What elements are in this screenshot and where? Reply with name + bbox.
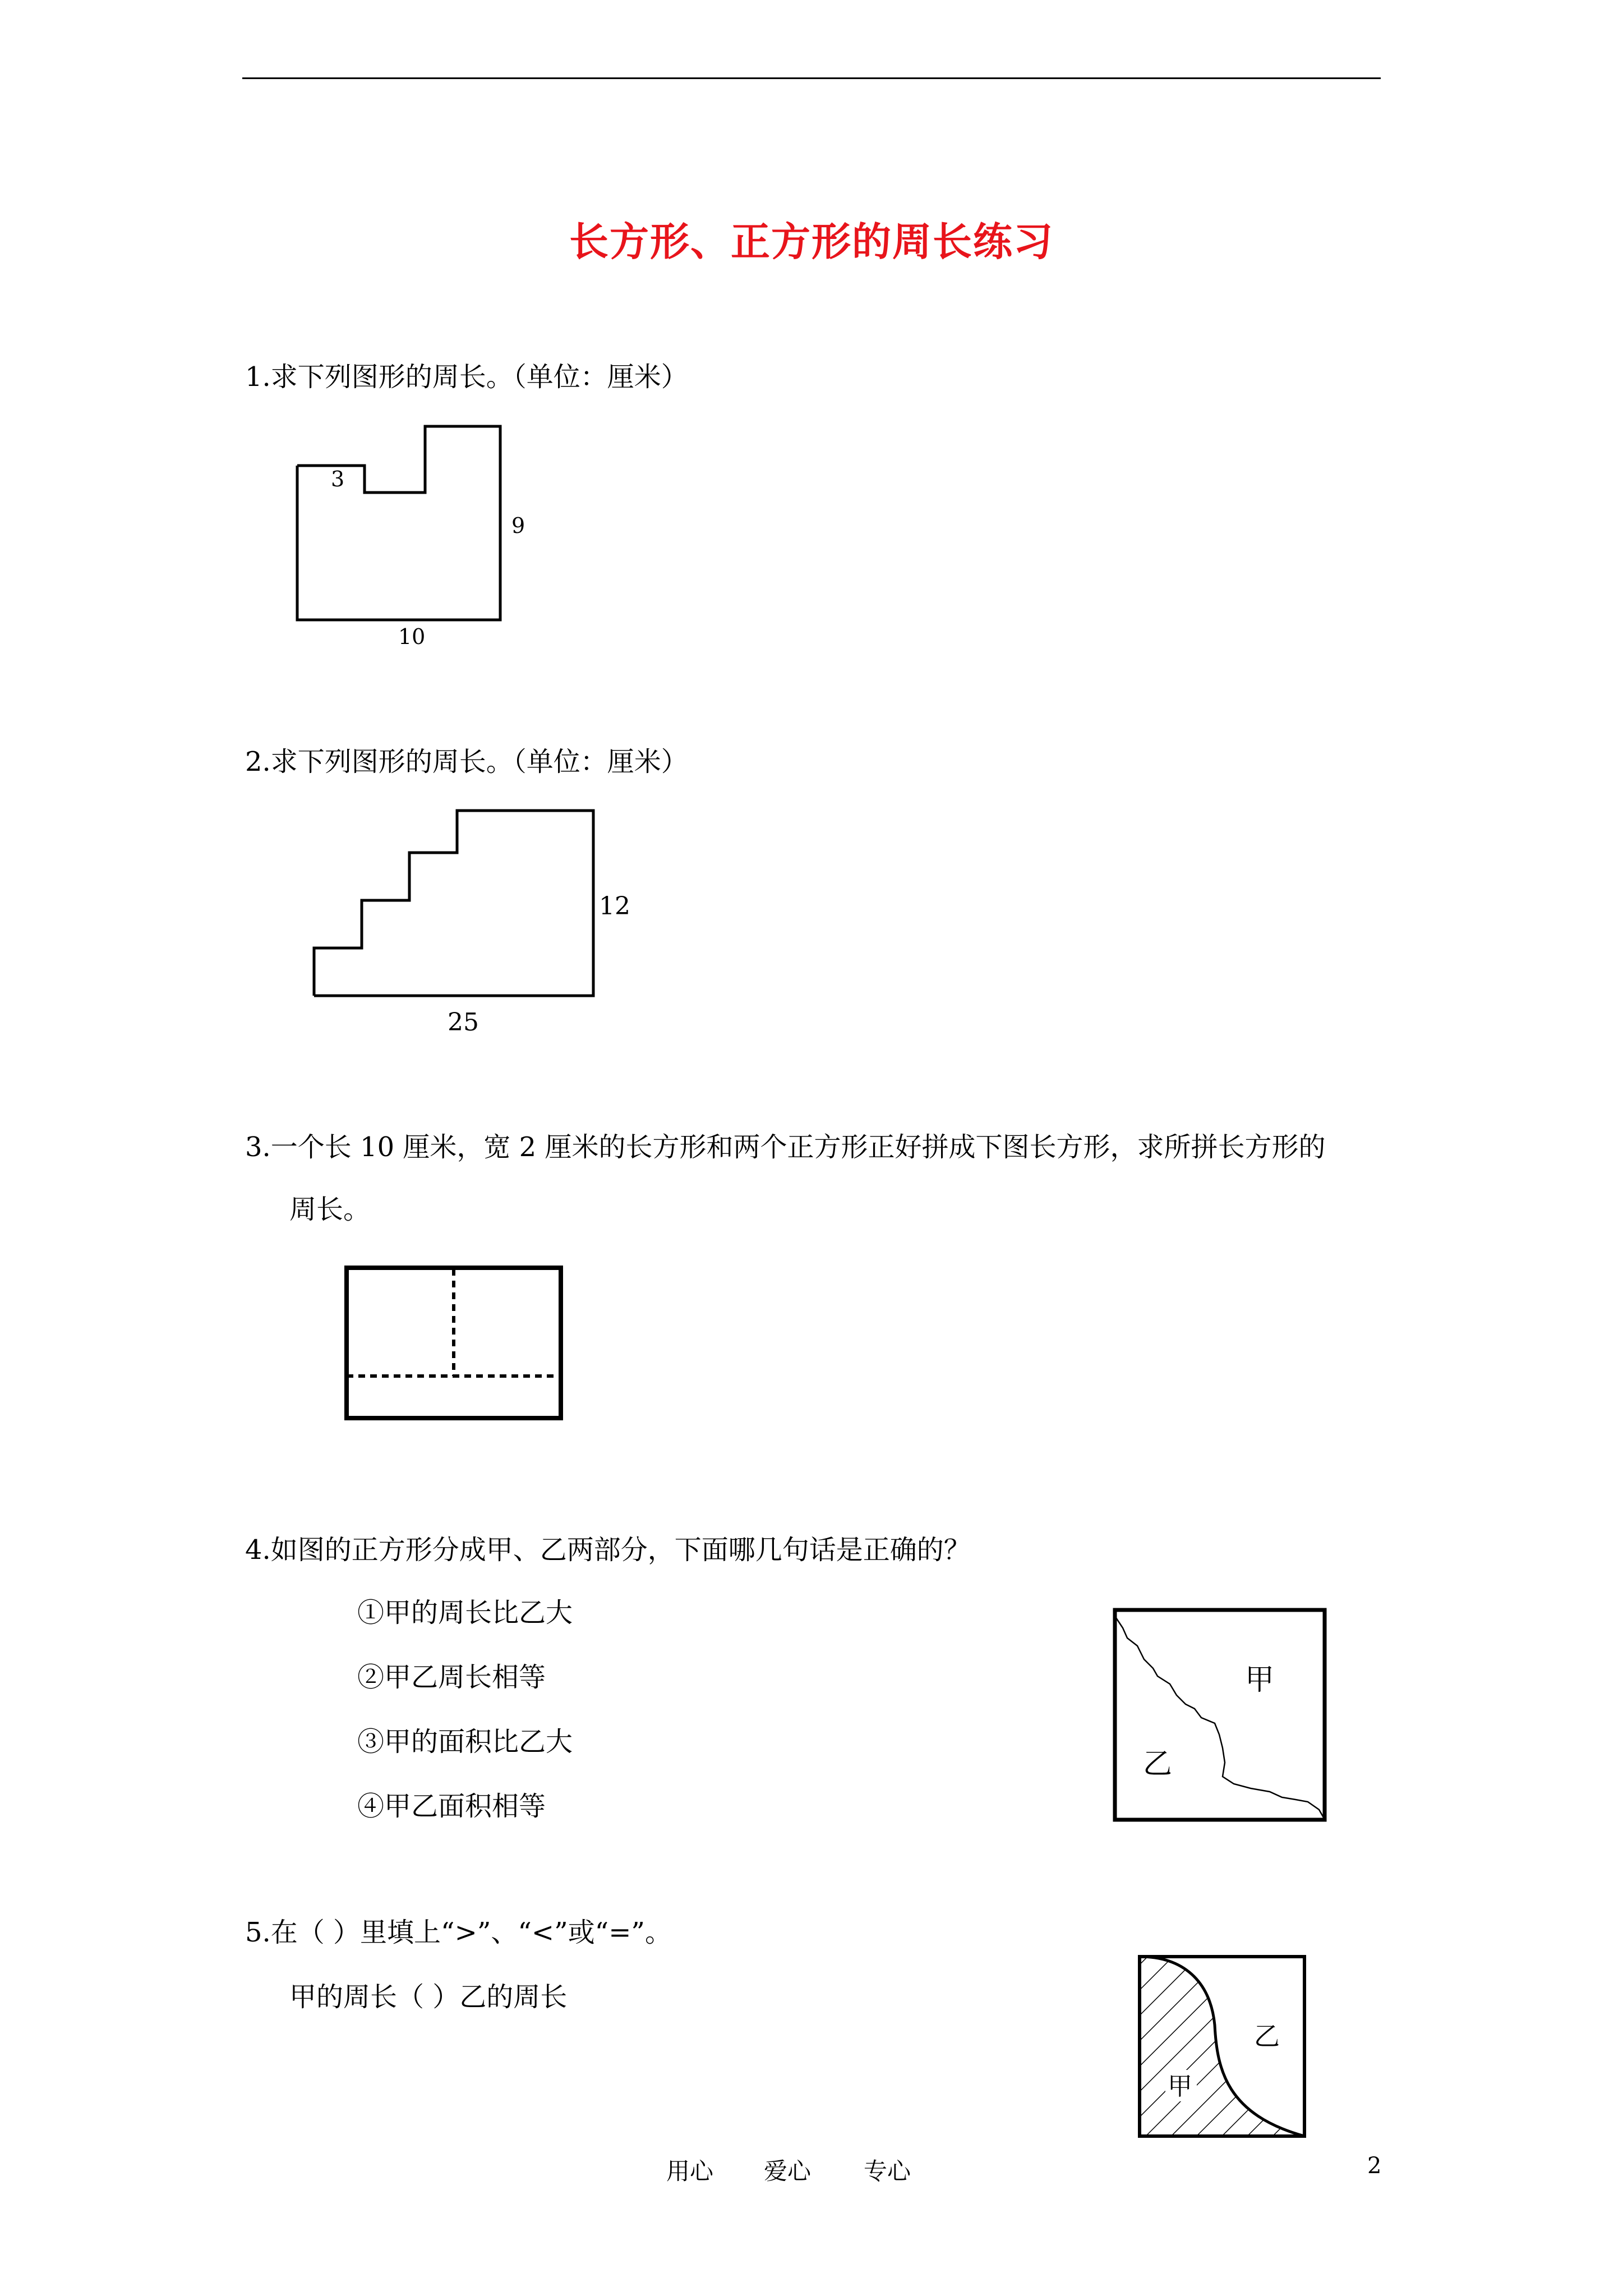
q5-label-yi: 乙 <box>1254 2021 1280 2051</box>
question-3-text-line2: 周长。 <box>289 1194 371 1225</box>
question-3-text-line1: 3.一个长 10 厘米，宽 2 厘米的长方形和两个正方形正好拼成下图长方形，求所拼长方形的 <box>245 1131 1326 1163</box>
q2-label-bottom: 25 <box>448 1008 479 1037</box>
question-2-figure <box>308 805 656 1052</box>
question-3-figure <box>343 1262 568 1425</box>
q4-label-yi: 乙 <box>1143 1747 1173 1781</box>
q4-label-jia: 甲 <box>1245 1663 1275 1697</box>
question-1-figure <box>292 421 550 662</box>
question-4-option-3: ③甲的面积比乙大 <box>357 1726 573 1757</box>
q2-staircase-outline <box>314 811 593 996</box>
q1-outline <box>297 426 500 620</box>
question-4-option-1: ①甲的周长比乙大 <box>357 1597 573 1628</box>
q1-label-bottom: 10 <box>398 624 426 649</box>
question-4-option-2: ②甲乙周长相等 <box>357 1662 546 1693</box>
header-rule <box>242 77 1381 79</box>
q5-label-jia: 甲 <box>1168 2072 1192 2101</box>
question-4-text: 4.如图的正方形分成甲、乙两部分，下面哪几句话是正确的？ <box>245 1534 971 1566</box>
footer-text-right: 专心 <box>864 2157 911 2185</box>
question-4-option-4: ④甲乙面积相等 <box>357 1791 546 1822</box>
q1-label-right: 9 <box>511 513 525 538</box>
footer-text-left: 用心 <box>666 2157 714 2185</box>
q2-label-right: 12 <box>599 892 630 921</box>
question-2-text: 2.求下列图形的周长。（单位：厘米） <box>245 746 688 777</box>
question-5-text: 5.在（ ）里填上“>”、“<”或“=”。 <box>245 1917 672 1948</box>
page-title: 长方形、正方形的周长练习 <box>569 218 1054 265</box>
q4-dividing-line <box>1116 1618 1324 1818</box>
question-5-comparison-line: 甲的周长（ ）乙的周长 <box>289 1981 568 2013</box>
question-1-text: 1.求下列图形的周长。（单位：厘米） <box>245 361 688 393</box>
question-4-figure <box>1110 1605 1335 1830</box>
q4-square <box>1115 1610 1325 1820</box>
question-5-figure <box>1132 1947 1367 2148</box>
footer-text-middle: 爱心 <box>764 2157 811 2185</box>
q1-label-top-left: 3 <box>331 467 345 491</box>
page-number: 2 <box>1367 2153 1382 2179</box>
